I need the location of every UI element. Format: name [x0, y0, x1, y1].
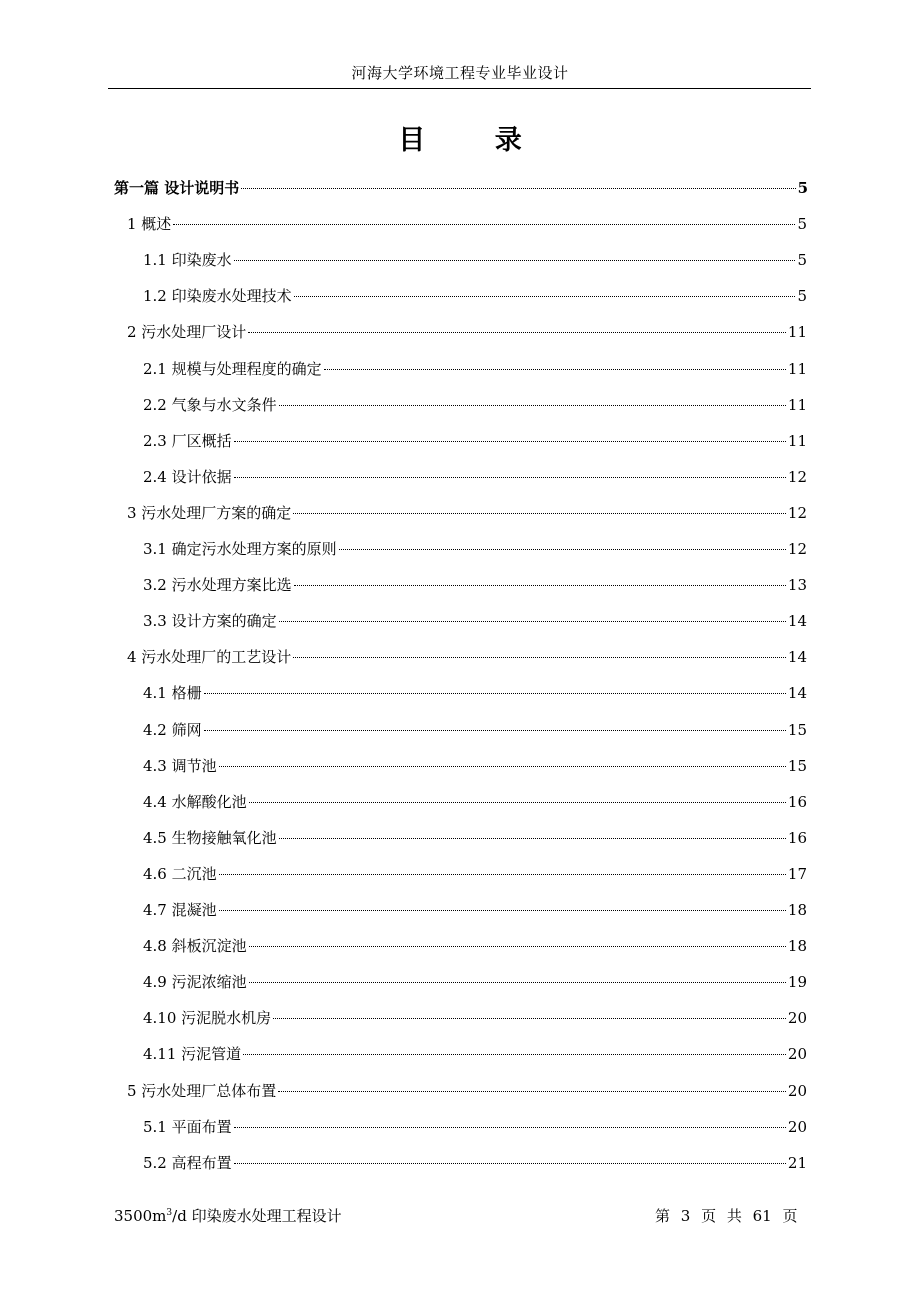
toc-entry-page: 17: [787, 864, 807, 883]
toc-entry-page: 5: [797, 215, 807, 234]
toc-entry-page: 16: [787, 792, 807, 811]
footer-page-number: 第 3 页 共 61 页: [655, 1207, 798, 1225]
toc-entry[interactable]: [143, 899, 807, 921]
toc-dot-leader: [339, 549, 786, 550]
toc-entry-page: 5: [797, 287, 807, 306]
toc-entry-page: 20: [787, 1117, 807, 1136]
toc-dot-leader: [293, 657, 786, 658]
toc-entry[interactable]: [143, 574, 807, 596]
toc-entry-page: 15: [787, 720, 807, 739]
toc-entry[interactable]: [143, 1007, 807, 1029]
toc-entry[interactable]: [114, 177, 808, 199]
toc-entry-label: 4.7 混凝池: [143, 901, 217, 919]
toc-entry-label: 4.5 生物接触氧化池: [143, 828, 277, 847]
toc-entry-label: 1.2 印染废水处理技术: [143, 287, 292, 306]
toc-entry[interactable]: [143, 610, 807, 632]
toc-entry-page: 12: [787, 467, 807, 486]
toc-entry-page: 19: [787, 973, 807, 992]
toc-dot-leader: [204, 693, 786, 694]
toc-entry-label: 2.2 气象与水文条件: [143, 395, 277, 414]
footer-capacity: 3500m: [114, 1207, 167, 1225]
toc-dot-leader: [279, 621, 786, 622]
toc-entry[interactable]: [127, 502, 807, 524]
toc-entry-label: 3 污水处理厂方案的确定: [127, 503, 292, 522]
toc-entry-page: 13: [787, 576, 807, 595]
toc-entry-page: 18: [787, 901, 807, 919]
toc-entry-page: 18: [787, 937, 807, 956]
toc-entry[interactable]: [143, 1116, 807, 1138]
toc-dot-leader: [248, 332, 786, 333]
toc-entry-page: 20: [787, 1009, 807, 1028]
toc-entry-page: 14: [787, 684, 807, 703]
toc-dot-leader: [294, 585, 786, 586]
toc-entry[interactable]: [127, 321, 807, 343]
toc-entry-label: 3.2 污水处理方案比选: [143, 576, 292, 595]
toc-entry[interactable]: [143, 538, 807, 560]
footer-project-title: [114, 1205, 342, 1226]
toc-entry-label: 4.11 污泥管道: [143, 1045, 242, 1064]
toc-entry-label: 第一篇 设计说明书: [114, 179, 240, 197]
toc-entry[interactable]: [143, 755, 807, 777]
toc-entry-label: 4.10 污泥脱水机房: [143, 1009, 272, 1028]
toc-entry[interactable]: [127, 646, 807, 668]
toc-dot-leader: [249, 946, 786, 947]
toc-dot-leader: [273, 1018, 786, 1019]
toc-entry[interactable]: [143, 827, 807, 849]
toc-dot-leader: [279, 838, 786, 839]
toc-dot-leader: [219, 874, 786, 875]
toc-entry-label: 4.3 调节池: [143, 756, 217, 775]
toc-dot-leader: [324, 369, 786, 370]
toc-dot-leader: [294, 296, 796, 297]
toc-entry[interactable]: [143, 249, 807, 271]
toc-dot-leader: [173, 224, 795, 225]
toc-dot-leader: [241, 188, 795, 189]
toc-entry-label: 2 污水处理厂设计: [127, 323, 247, 342]
toc-entry-page: 11: [787, 323, 807, 342]
toc-entry-label: 4.1 格栅: [143, 684, 202, 703]
toc-entry-label: 4.8 斜板沉淀池: [143, 937, 247, 956]
toc-entry[interactable]: [143, 682, 807, 704]
toc-entry[interactable]: [143, 863, 807, 885]
footer-unit-exponent: 3: [166, 1208, 173, 1218]
toc-entry-page: 5: [797, 179, 808, 197]
toc-entry-page: 16: [787, 828, 807, 847]
toc-entry[interactable]: [127, 1080, 807, 1102]
toc-dot-leader: [234, 441, 786, 442]
toc-entry-page: 21: [787, 1153, 807, 1172]
toc-dot-leader: [249, 982, 786, 983]
toc-dot-leader: [234, 260, 796, 261]
toc-entry-label: 3.1 确定污水处理方案的原则: [143, 540, 337, 558]
toc-entry-label: 4.2 筛网: [143, 720, 202, 739]
toc-dot-leader: [204, 730, 786, 731]
toc-dot-leader: [219, 910, 786, 911]
toc-entry-page: 14: [787, 648, 807, 667]
toc-entry[interactable]: [143, 719, 807, 741]
toc-entry-page: 20: [787, 1045, 807, 1064]
toc-entry-label: 1 概述: [127, 215, 172, 234]
toc-entry[interactable]: [143, 466, 807, 488]
toc-entry-page: 12: [787, 540, 807, 558]
toc-entry[interactable]: [143, 1043, 807, 1065]
toc-entry-label: 4.9 污泥浓缩池: [143, 973, 247, 992]
toc-entry[interactable]: [143, 791, 807, 813]
toc-dot-leader: [293, 513, 786, 514]
toc-entry-page: 20: [787, 1081, 807, 1100]
toc-entry-label: 5.2 高程布置: [143, 1153, 232, 1172]
toc-dot-leader: [234, 1163, 786, 1164]
header-divider: [108, 88, 811, 89]
toc-dot-leader: [249, 802, 786, 803]
toc-dot-leader: [279, 405, 786, 406]
toc-entry-page: 5: [797, 251, 807, 270]
toc-title: 目 录: [398, 125, 552, 156]
toc-entry-page: 11: [787, 431, 807, 450]
toc-entry[interactable]: [143, 971, 807, 993]
toc-entry-label: 4.4 水解酸化池: [143, 792, 247, 811]
toc-entry-page: 14: [787, 612, 807, 631]
toc-entry[interactable]: [143, 394, 807, 416]
toc-entry-label: 5.1 平面布置: [143, 1117, 232, 1136]
footer-project-name: /d 印染废水处理工程设计: [172, 1207, 342, 1225]
toc-entry[interactable]: [143, 285, 807, 307]
toc-dot-leader: [243, 1054, 786, 1055]
toc-entry-label: 1.1 印染废水: [143, 251, 232, 270]
toc-dot-leader: [234, 477, 786, 478]
toc-entry-label: 2.1 规模与处理程度的确定: [143, 359, 322, 378]
toc-entry-label: 2.4 设计依据: [143, 467, 232, 486]
toc-entry-label: 2.3 厂区概括: [143, 431, 232, 450]
toc-entry[interactable]: [143, 935, 807, 957]
toc-entry-label: 4 污水处理厂的工艺设计: [127, 648, 292, 667]
toc-entry-label: 5 污水处理厂总体布置: [127, 1081, 277, 1100]
header-title: 河海大学环境工程专业毕业设计: [351, 64, 569, 82]
toc-entry-label: 3.3 设计方案的确定: [143, 612, 277, 631]
toc-entry-page: 11: [787, 395, 807, 414]
toc-dot-leader: [219, 766, 786, 767]
toc-dot-leader: [234, 1127, 786, 1128]
toc-entry-page: 12: [787, 503, 807, 522]
toc-dot-leader: [278, 1091, 786, 1092]
toc-entry[interactable]: [143, 1152, 807, 1174]
toc-entry-page: 11: [787, 359, 807, 378]
toc-entry[interactable]: [143, 358, 807, 380]
toc-entry[interactable]: [127, 213, 807, 235]
toc-entry-label: 4.6 二沉池: [143, 864, 217, 883]
toc-entry-page: 15: [787, 756, 807, 775]
toc-entry[interactable]: [143, 430, 807, 452]
